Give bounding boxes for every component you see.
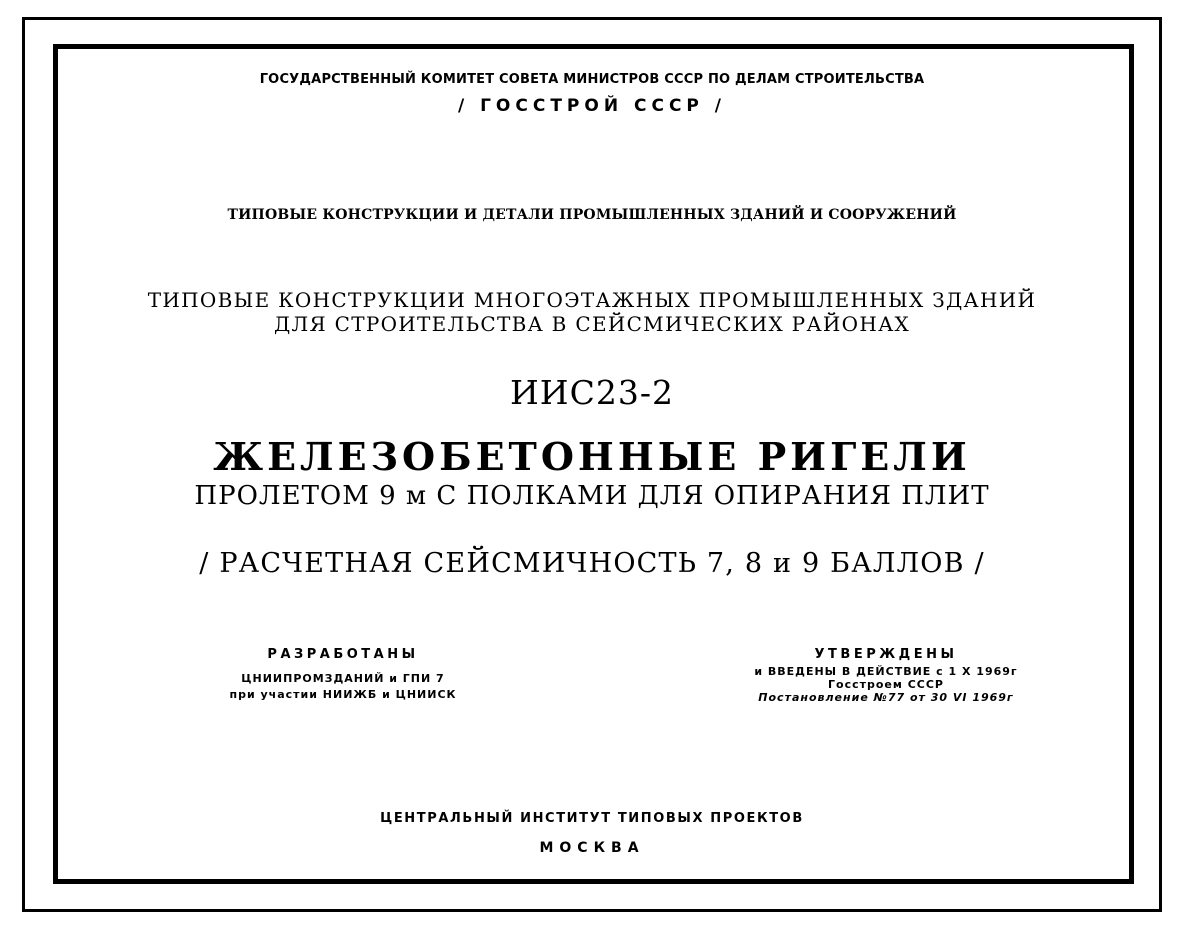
developed-block — [198, 647, 488, 703]
document-subtitle: ПРОЛЕТОМ 9 м С ПОЛКАМИ ДЛЯ ОПИРАНИЯ ПЛИТ — [194, 481, 990, 511]
developed-line-2: при участии НИИЖБ и ЦНИИСК — [229, 688, 457, 701]
committee-name: ГОСУДАРСТВЕННЫЙ КОМИТЕТ СОВЕТА МИНИСТРОВ СССР ПО ДЕЛАМ СТРОИТЕЛЬСТВА — [259, 72, 925, 87]
subseries-line-1: ТИПОВЫЕ КОНСТРУКЦИИ МНОГОЭТАЖНЫХ ПРОМЫШЛЕННЫХ ЗДАНИЙ — [147, 288, 1037, 312]
approved-heading: УТВЕРЖДЕНЫ — [814, 647, 958, 662]
institute-name: ЦЕНТРАЛЬНЫЙ ИНСТИТУТ ТИПОВЫХ ПРОЕКТОВ — [380, 811, 804, 826]
seismicity-note: / РАСЧЕТНАЯ СЕЙСМИЧНОСТЬ 7, 8 и 9 БАЛЛОВ / — [199, 548, 985, 579]
developed-line-1: ЦНИИПРОМЗДАНИЙ и ГПИ 7 — [241, 672, 445, 685]
gosstroy-label: / ГОССТРОЙ СССР / — [457, 96, 727, 116]
approved-line-1: и ВВЕДЕНЫ В ДЕЙСТВИЕ с 1 X 1969г — [754, 665, 1018, 678]
developed-heading: РАЗРАБОТАНЫ — [267, 647, 419, 662]
approved-line-3: Постановление №77 от 30 VI 1969г — [758, 691, 1014, 704]
approved-block — [706, 647, 1066, 704]
city-name: МОСКВА — [539, 840, 645, 856]
subseries-line-2: ДЛЯ СТРОИТЕЛЬСТВА В СЕЙСМИЧЕСКИХ РАЙОНАХ — [273, 312, 911, 336]
document-code: ИИС23-2 — [510, 373, 674, 412]
document-title: ЖЕЛЕЗОБЕТОННЫЕ РИГЕЛИ — [213, 434, 971, 479]
series-title: ТИПОВЫЕ КОНСТРУКЦИИ И ДЕТАЛИ ПРОМЫШЛЕННЫХ ЗДАНИЙ И СООРУЖЕНИЙ — [227, 207, 957, 223]
approved-line-2: Госстроем СССР — [828, 678, 944, 691]
